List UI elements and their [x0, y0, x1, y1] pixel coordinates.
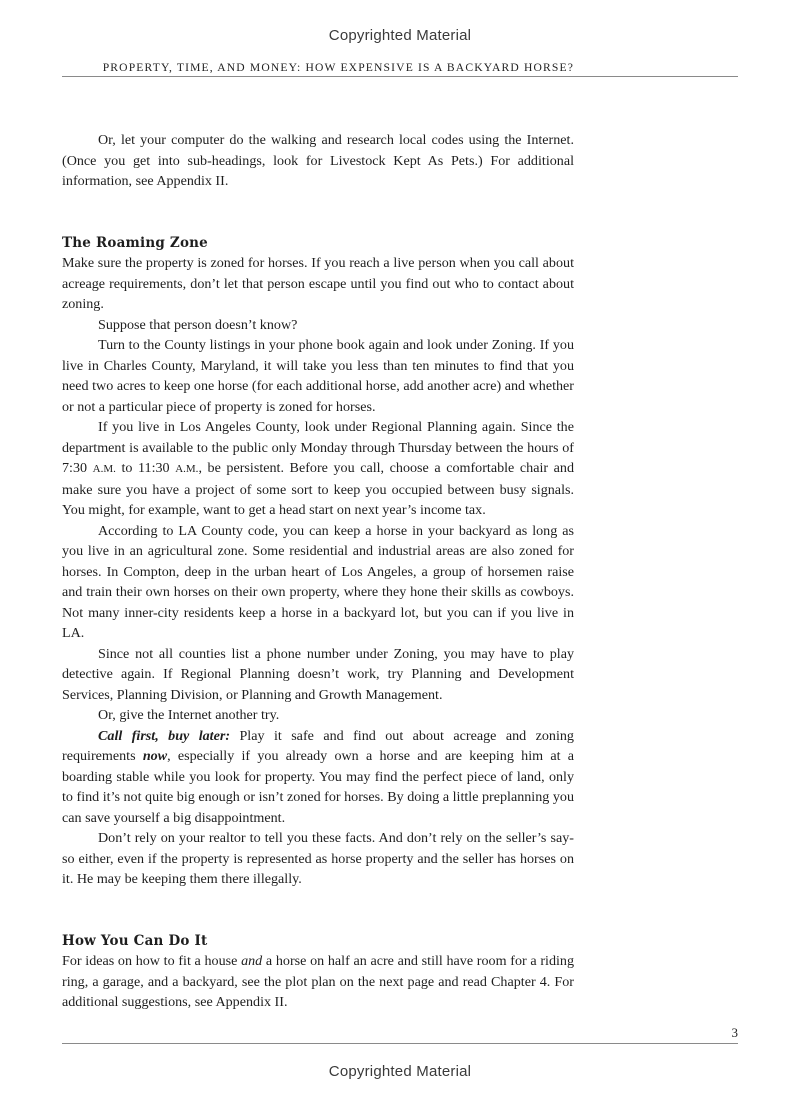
text-run: a horse on half an acre and still have room for a riding ring, a garage, and a backyard, see the plot plan on the next page and read Chapter 4. For additional suggestions, see Appendix II. [62, 953, 574, 1010]
run-in-heading: Call first, buy later: [98, 727, 231, 744]
paragraph: Turn to the County listings in your phone book again and look under Zoning. If you live in Charles County, Maryland, it will take you less than ten minutes to find that you need two acres to keep one horse (for each additional horse, add another acre) and whether or not a particular piece of property is zoned for horses. [62, 337, 574, 415]
paragraph: Don’t rely on your realtor to tell you these facts. And don’t rely on the seller’s say-so either, even if the property is represented as horse property and the seller has horses on it. He may be keeping them there illegally. [62, 830, 574, 887]
emphasis: and [241, 953, 263, 969]
header-rule [62, 76, 738, 77]
text-run: If you live in Los Angeles County, look under Regional Planning again. Since the department is available to the public only Monday through Thursday between the hours of 7:30 [62, 419, 574, 476]
small-caps-am: A.M. [175, 463, 199, 475]
emphasis: now [142, 748, 168, 764]
text-run: Play it safe and find out about acreage and zoning requirements [62, 727, 574, 764]
paragraph: Suppose that person doesn’t know? [98, 316, 298, 333]
section-spacer [62, 192, 574, 233]
running-head: PROPERTY, TIME, AND MONEY: HOW EXPENSIVE IS A BACKYARD HORSE? [102, 61, 574, 74]
text-run: to 11:30 [115, 460, 176, 476]
paragraph: Or, give the Internet another try. [98, 707, 280, 723]
paragraph: Make sure the property is zoned for horses. If you reach a live person when you call about acreage requirements, don’t let that person escape until you find out who to contact about zoning. [62, 255, 574, 312]
paragraph [62, 417, 574, 521]
section-spacer [62, 890, 574, 931]
intro-paragraph: Or, let your computer do the walking and research local codes using the Internet. (Once you get into sub-headings, look for Livestock Kept As Pets.) For additional information, see Appendix II. [62, 132, 574, 189]
section-heading-roaming-zone: The Roaming Zone [62, 234, 208, 251]
page-number: 3 [731, 1025, 738, 1040]
text-run: For ideas on how to fit a house [62, 953, 242, 969]
copyright-watermark-top: Copyrighted Material [328, 27, 472, 44]
paragraph [62, 726, 574, 829]
paragraph [62, 951, 574, 1013]
text-run: , be persistent. Before you call, choose a comfortable chair and make sure you have a project of some sort to keep you occupied between busy signals. You might, for example, want to get a head start on next year’s income tax. [62, 460, 574, 518]
footer-rule [62, 1043, 738, 1044]
copyright-watermark-bottom: Copyrighted Material [328, 1063, 472, 1080]
page-body [62, 130, 574, 1013]
paragraph: According to LA County code, you can keep a horse in your backyard as long as you live in an agricultural zone. Some residential and industrial areas are also zoned for horses. In Compton, deep in the urban heart of Los Angeles, a group of horsemen raise and train their own horses on their own property, where they hone their skills as cowboys. Not many inner-city residents keep a horse in a backyard lot, but you can if you live in LA. [62, 522, 574, 641]
section-heading-how-you-can-do-it: How You Can Do It [62, 932, 208, 949]
small-caps-am: A.M. [92, 463, 116, 475]
text-run: , especially if you already own a horse and are keeping him at a boarding stable while you look for property. You may find the perfect piece of land, only to find it’s not quite big enough or isn’t zoned for horses. By doing a little preplanning you can save yourself a big disappointment. [62, 748, 574, 826]
paragraph: Since not all counties list a phone number under Zoning, you may have to play detective again. If Regional Planning doesn’t work, try Planning and Development Services, Planning Division, or Planning and Growth Management. [62, 645, 574, 703]
